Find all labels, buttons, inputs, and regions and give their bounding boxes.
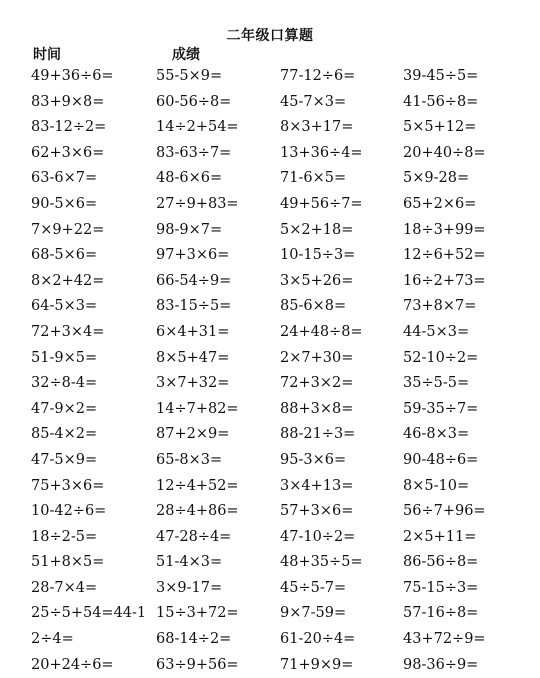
arithmetic-problem: 77-12÷6= <box>280 68 356 84</box>
time-label: 时间 <box>33 47 61 63</box>
arithmetic-problem: 39-45÷5= <box>403 68 479 84</box>
problem-row <box>0 192 540 218</box>
arithmetic-problem: 52-10÷2= <box>403 349 479 366</box>
arithmetic-problem: 72+3×2= <box>280 375 354 392</box>
arithmetic-problem: 8×5-10= <box>403 477 470 494</box>
arithmetic-problem: 85-4×2= <box>31 426 98 443</box>
problem-row <box>0 448 540 474</box>
arithmetic-problem: 10-42÷6= <box>31 503 107 520</box>
arithmetic-problem: 20+24÷6= <box>31 656 114 673</box>
arithmetic-problem: 18÷3+99= <box>403 221 486 238</box>
arithmetic-problem: 51+8×5= <box>31 554 105 571</box>
arithmetic-problem: 47-10÷2= <box>280 528 356 545</box>
arithmetic-problem: 60-56÷8= <box>156 93 232 110</box>
arithmetic-problem: 47-9×2= <box>31 400 98 417</box>
problem-row <box>0 166 540 192</box>
score-label: 成绩 <box>172 47 200 63</box>
arithmetic-problem: 8×3+17= <box>280 119 354 136</box>
arithmetic-problem: 75-15÷3= <box>403 579 479 596</box>
arithmetic-problem: 32÷8-4= <box>31 375 98 392</box>
arithmetic-problem: 59-35÷7= <box>403 400 479 417</box>
arithmetic-problem: 57-16÷8= <box>403 605 479 622</box>
arithmetic-problem: 72+3×4= <box>31 323 105 340</box>
arithmetic-problem: 10-15÷3= <box>280 247 356 264</box>
arithmetic-problem: 18÷2-5= <box>31 528 98 545</box>
arithmetic-problem: 75+3×6= <box>31 477 105 494</box>
arithmetic-problem: 65+2×6= <box>403 195 477 212</box>
arithmetic-problem: 35÷5-5= <box>403 375 470 392</box>
arithmetic-problem: 12÷4+52= <box>156 477 239 494</box>
arithmetic-problem: 13+36÷4= <box>280 144 363 161</box>
arithmetic-problem: 48-6×6= <box>156 170 223 187</box>
arithmetic-problem: 51-4×3= <box>156 554 223 571</box>
problem-row <box>0 64 540 90</box>
arithmetic-problem: 98-36÷9= <box>403 656 479 673</box>
problem-row <box>0 525 540 551</box>
arithmetic-problem: 73+8×7= <box>403 298 477 315</box>
problem-row <box>0 601 540 627</box>
arithmetic-problem: 63-6×7= <box>31 170 98 187</box>
arithmetic-problem: 88-21÷3= <box>280 426 356 443</box>
problem-row <box>0 576 540 602</box>
arithmetic-problem: 98-9×7= <box>156 221 223 238</box>
arithmetic-problem: 2×7+30= <box>280 349 354 366</box>
arithmetic-problem: 12÷6+52= <box>403 247 486 264</box>
problem-row <box>0 499 540 525</box>
arithmetic-problem: 45÷5-7= <box>280 579 347 596</box>
arithmetic-problem: 62+3×6= <box>31 144 105 161</box>
problem-row <box>0 218 540 244</box>
problem-row <box>0 397 540 423</box>
arithmetic-problem: 87+2×9= <box>156 426 230 443</box>
arithmetic-problem: 3×9-17= <box>156 579 223 596</box>
arithmetic-problem: 15÷3+72= <box>156 605 239 622</box>
arithmetic-problem: 9×7-59= <box>280 605 347 622</box>
arithmetic-problem: 83-12÷2= <box>31 119 107 136</box>
arithmetic-problem: 20+40÷8= <box>403 144 486 161</box>
problem-row <box>0 141 540 167</box>
arithmetic-problem: 14÷2+54= <box>156 119 239 136</box>
arithmetic-problem: 3×5+26= <box>280 272 354 289</box>
problem-row <box>0 346 540 372</box>
arithmetic-problem: 64-5×3= <box>31 298 98 315</box>
arithmetic-problem: 45-7×3= <box>280 93 347 110</box>
arithmetic-problem: 8×5+47= <box>156 349 230 366</box>
problem-row <box>0 371 540 397</box>
problem-row <box>0 627 540 653</box>
arithmetic-problem: 71+9×9= <box>280 656 354 673</box>
arithmetic-problem: 83-15÷5= <box>156 298 232 315</box>
arithmetic-problem: 43+72÷9= <box>403 631 486 648</box>
arithmetic-problem: 28-7×4= <box>31 579 98 596</box>
arithmetic-problem: 85-6×8= <box>280 298 347 315</box>
arithmetic-problem: 68-5×6= <box>31 247 98 264</box>
arithmetic-problem: 8×2+42= <box>31 272 105 289</box>
problem-row <box>0 115 540 141</box>
arithmetic-problem: 83-63÷7= <box>156 144 232 161</box>
arithmetic-problem: 28÷4+86= <box>156 503 239 520</box>
arithmetic-problem: 56÷7+96= <box>403 503 486 520</box>
problem-row <box>0 320 540 346</box>
arithmetic-problem: 27÷9+83= <box>156 195 239 212</box>
arithmetic-problem: 57+3×6= <box>280 503 354 520</box>
problem-row <box>0 550 540 576</box>
arithmetic-problem: 3×7+32= <box>156 375 230 392</box>
arithmetic-problem: 51-9×5= <box>31 349 98 366</box>
arithmetic-problem: 88+3×8= <box>280 400 354 417</box>
problem-row <box>0 269 540 295</box>
arithmetic-problem: 90-48÷6= <box>403 451 479 468</box>
arithmetic-problem: 71-6×5= <box>280 170 347 187</box>
arithmetic-problem: 14÷7+82= <box>156 400 239 417</box>
arithmetic-problem: 2×5+11= <box>403 528 477 545</box>
arithmetic-problem: 5×5+12= <box>403 119 477 136</box>
arithmetic-problem: 41-56÷8= <box>403 93 479 110</box>
arithmetic-problem: 90-5×6= <box>31 195 98 212</box>
arithmetic-problem: 2÷4= <box>31 631 74 648</box>
arithmetic-problem: 63÷9+56= <box>156 656 239 673</box>
arithmetic-problem: 3×4+13= <box>280 477 354 494</box>
arithmetic-problem: 97+3×6= <box>156 247 230 264</box>
arithmetic-problem: 44-5×3= <box>403 323 470 340</box>
arithmetic-problem: 66-54÷9= <box>156 272 232 289</box>
arithmetic-problem: 24+48÷8= <box>280 323 363 340</box>
problem-row <box>0 653 540 678</box>
problem-row <box>0 422 540 448</box>
arithmetic-problem: 5×2+18= <box>280 221 354 238</box>
problem-row <box>0 294 540 320</box>
arithmetic-problem: 55-5×9= <box>156 68 223 84</box>
arithmetic-problem: 83+9×8= <box>31 93 105 110</box>
problem-grid <box>0 64 540 678</box>
problem-row <box>0 243 540 269</box>
arithmetic-problem: 16÷2+73= <box>403 272 486 289</box>
problem-row <box>0 90 540 116</box>
arithmetic-problem: 49+56÷7= <box>280 195 363 212</box>
arithmetic-problem: 86-56÷8= <box>403 554 479 571</box>
arithmetic-problem: 46-8×3= <box>403 426 470 443</box>
arithmetic-problem: 48+35÷5= <box>280 554 363 571</box>
arithmetic-problem: 65-8×3= <box>156 451 223 468</box>
problem-row <box>0 474 540 500</box>
arithmetic-problem: 47-28÷4= <box>156 528 232 545</box>
arithmetic-problem: 49+36÷6= <box>31 68 114 84</box>
page-title: 二年级口算题 <box>226 28 314 44</box>
arithmetic-problem: 47-5×9= <box>31 451 98 468</box>
arithmetic-problem: 68-14÷2= <box>156 631 232 648</box>
arithmetic-problem: 61-20÷4= <box>280 631 356 648</box>
arithmetic-problem: 7×9+22= <box>31 221 105 238</box>
arithmetic-problem: 25÷5+54=44-1 <box>31 605 147 622</box>
arithmetic-problem: 95-3×6= <box>280 451 347 468</box>
arithmetic-problem: 5×9-28= <box>403 170 470 187</box>
arithmetic-problem: 6×4+31= <box>156 323 230 340</box>
